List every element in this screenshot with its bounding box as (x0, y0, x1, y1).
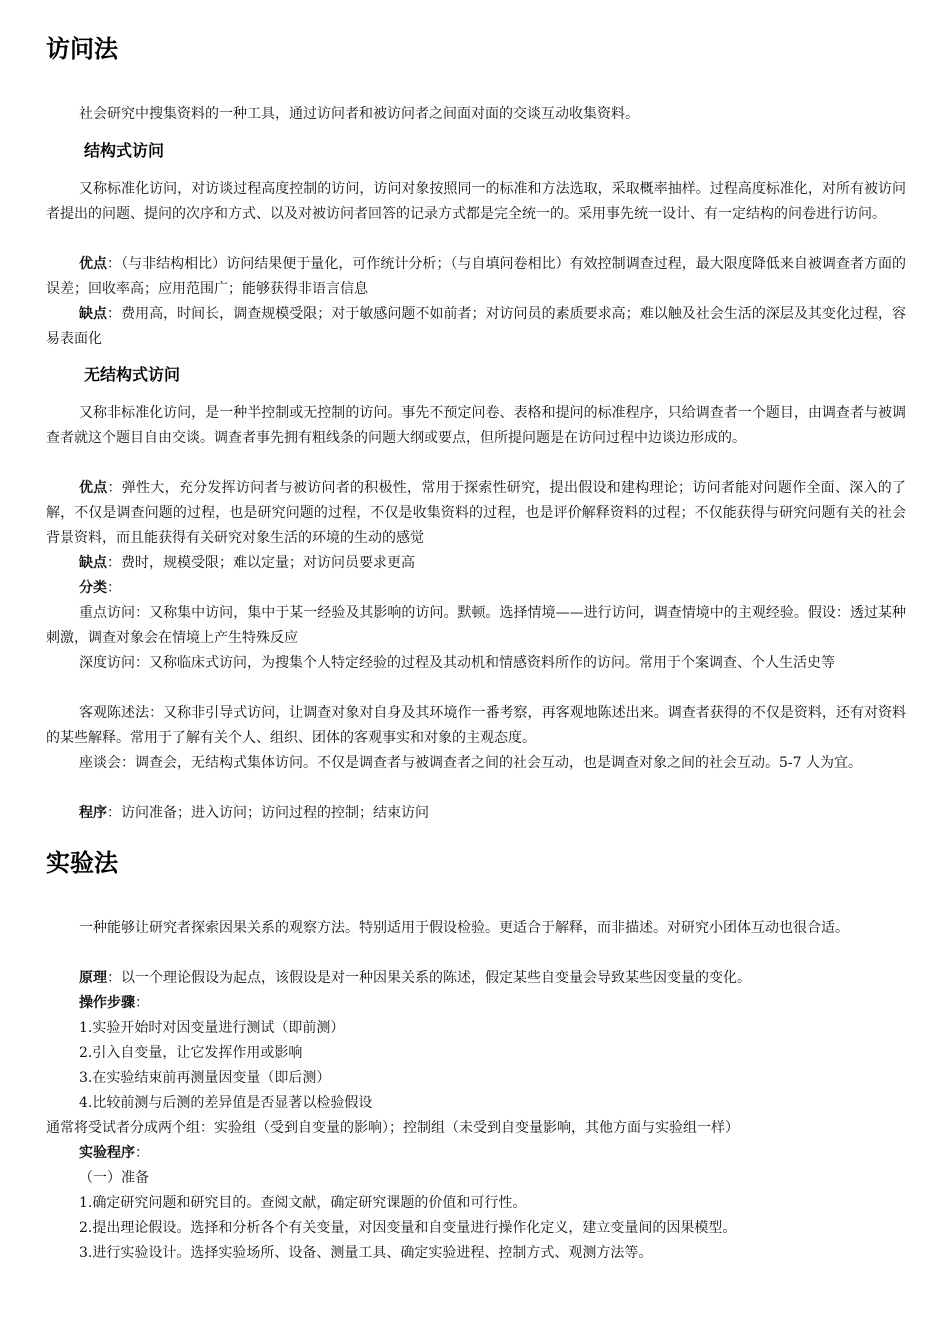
cons-label: 缺点 (79, 555, 107, 571)
structured-cons (46, 302, 906, 352)
prep-heading: （一）准备 (79, 1170, 149, 1186)
pros-label: 优点 (79, 480, 108, 496)
pros-text: ：（与非结构相比）访问结果便于量化，可作统计分析；（与自填问卷相比）有效控制调查过程，最大限度降低来自被调查者方面的误差；回收率高；应用范围广；能够获得非语言信息 (46, 256, 907, 297)
type-objective-statement: 客观陈述法：又称非引导式访问，让调查对象对自身及其环境作一番考察，再客观地陈述出来。调查者获得的不仅是资料，还有对资料的某些解释。常用于了解有关个人、组织、团体的客观事实和对象的主观态度。 (46, 705, 906, 746)
program-heading (46, 1141, 906, 1166)
step-item: 3.在实验结束前再测量因变量（即后测） (79, 1070, 331, 1086)
principle-text: ：以一个理论假设为起点，该假设是对一种因果关系的陈述，假定某些自变量会导致某些因变量的变化。 (107, 970, 751, 986)
experiment-groups: 通常将受试者分成两个组：实验组（受到自变量的影响）；控制组（未受到自变量影响，其他方面与实验组一样） (46, 1120, 739, 1136)
prep-step-item: 2.提出理论假设。选择和分析各个有关变量，对因变量和自变量进行操作化定义，建立变量间的因果模型。 (79, 1220, 737, 1236)
cons-text: ：费用高，时间长，调查规模受限；对于敏感问题不如前者；对访问员的素质要求高；难以触及社会生活的深层及其变化过程，容易表面化 (46, 306, 907, 347)
step-item: 4.比较前测与后测的差异值是否显著以检验假设 (79, 1095, 373, 1111)
structured-definition: 又称标准化访问，对访谈过程高度控制的访问，访问对象按照同一的标准和方法选取，采取概率抽样。过程高度标准化，对所有被访问者提出的问题、提问的次序和方式、以及对被访问者回答的记录方式都是完全统一的。采用事先统一设计、有一定结构的问卷进行访问。 (46, 181, 906, 222)
unstructured-pros (46, 476, 906, 551)
types-label: 分类 (79, 580, 107, 596)
interview-procedure (46, 801, 906, 826)
structured-pros (46, 252, 906, 302)
steps-colon: ： (135, 995, 149, 1011)
experiment-intro: 一种能够让研究者探索因果关系的观察方法。特别适用于假设检验。更适合于解释，而非描述。对研究小团体互动也很合适。 (79, 920, 849, 936)
step-item: 2.引入自变量，让它发挥作用或影响 (79, 1045, 303, 1061)
section-title-interview: 访问法 (46, 35, 118, 63)
type-depth-interview: 深度访问：又称临床式访问，为搜集个人特定经验的过程及其动机和情感资料所作的访问。常用于个案调查、个人生活史等 (79, 655, 835, 671)
section-title-experiment: 实验法 (46, 849, 118, 877)
steps-heading (46, 991, 906, 1016)
procedure-text: ：访问准备；进入访问；访问过程的控制；结束访问 (107, 805, 429, 821)
prep-step-item: 1.确定研究问题和研究目的。查阅文献，确定研究课题的价值和可行性。 (79, 1195, 527, 1211)
unstructured-definition: 又称非标准化访问，是一种半控制或无控制的访问。事先不预定问卷、表格和提问的标准程序，只给调查者一个题目，由调查者与被调查者就这个题目自由交谈。调查者事先拥有粗线条的问题大纲或要点，但所提问题是在访问过程中边谈边形成的。 (46, 405, 906, 446)
step-item: 1.实验开始时对因变量进行测试（即前测） (79, 1020, 345, 1036)
type-forum: 座谈会：调查会，无结构式集体访问。不仅是调查者与被调查者之间的社会互动，也是调查对象之间的社会互动。5-7 人为宜。 (79, 755, 862, 771)
procedure-label: 程序 (79, 805, 107, 821)
types-colon: ： (107, 580, 121, 596)
program-colon: ： (135, 1145, 149, 1161)
pros-label: 优点 (79, 256, 108, 272)
experiment-principle (46, 966, 906, 991)
subsection-title-unstructured: 无结构式访问 (84, 365, 181, 384)
pros-text: ：弹性大，充分发挥访问者与被访问者的积极性，常用于探索性研究，提出假设和建构理论；访问者能对问题作全面、深入的了解，不仅是调查问题的过程，也是研究问题的过程，不仅是收集资料的过程，也是评价解释资料的过程；不仅能获得与研究问题有关的社会背景资料，而且能获得有关研究对象生活的环境的生动的感觉 (46, 480, 907, 546)
type-focused-interview: 重点访问：又称集中访问，集中于某一经验及其影响的访问。默顿。选择情境——进行访问，调查情境中的主观经验。假设：透过某种刺激，调查对象会在情境上产生特殊反应 (46, 605, 906, 646)
subsection-title-structured: 结构式访问 (84, 141, 165, 160)
steps-label: 操作步骤 (79, 995, 135, 1011)
interview-intro: 社会研究中搜集资料的一种工具，通过访问者和被访问者之间面对面的交谈互动收集资料。 (79, 106, 639, 122)
cons-text: ：费时，规模受限；难以定量；对访问员要求更高 (107, 555, 415, 571)
principle-label: 原理 (79, 970, 107, 986)
unstructured-cons (46, 551, 906, 576)
cons-label: 缺点 (79, 306, 108, 322)
prep-step-item: 3.进行实验设计。选择实验场所、设备、测量工具、确定实验进程、控制方式、观测方法等。 (79, 1245, 653, 1261)
types-heading (46, 576, 906, 601)
program-label: 实验程序 (79, 1145, 135, 1161)
